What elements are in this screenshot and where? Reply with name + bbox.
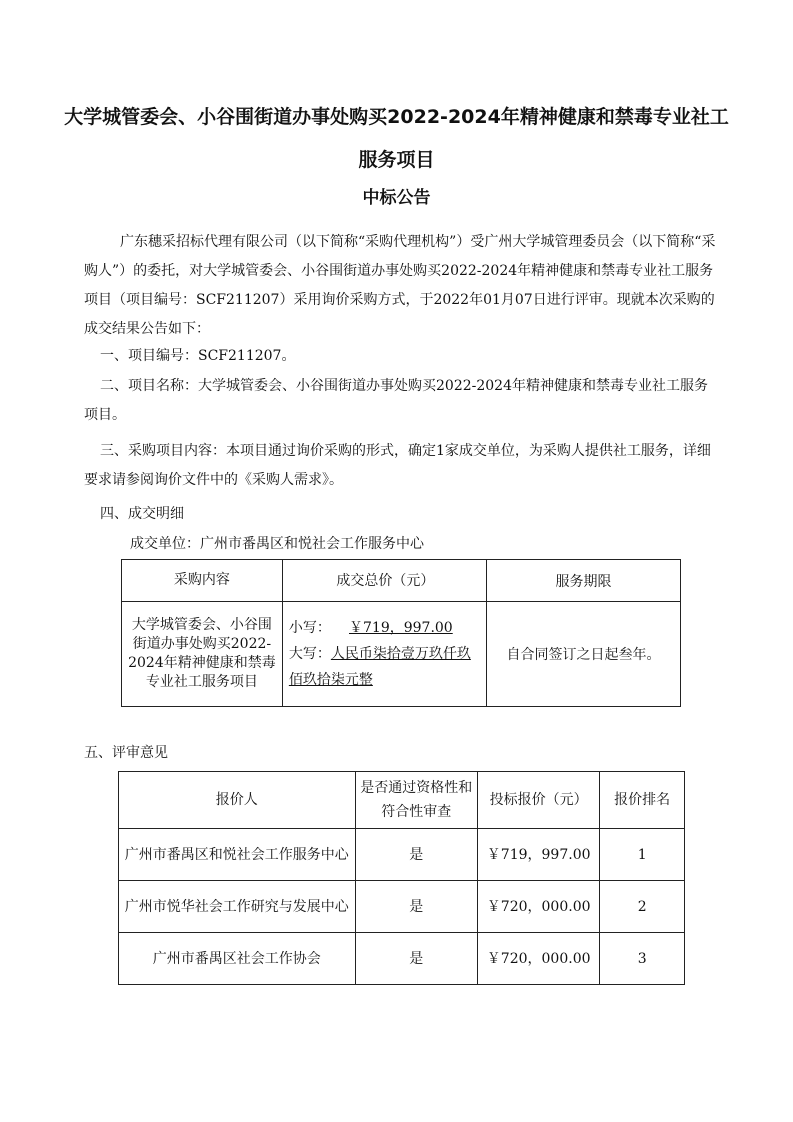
header-cell: 投标报价（元）: [477, 772, 599, 829]
deal-table: [121, 559, 681, 707]
price-cell: ￥719，997.00: [477, 829, 599, 881]
header-cell: 报价人: [119, 772, 356, 829]
table-row: [119, 881, 685, 933]
price-uppercase-label: 大写：: [288, 646, 331, 662]
section-project-name: 二、项目名称：大学城管委会、小谷围街道办事处购买2022-2024年精神健康和禁毒专业社工服务项目。: [84, 378, 708, 423]
price-lowercase-value: ￥719，997.00: [349, 620, 453, 636]
header-cell: 采购内容: [122, 560, 283, 602]
section-project-number: 一、项目编号：SCF211207。: [100, 348, 296, 364]
bidder-cell: 广州市番禺区社会工作协会: [119, 933, 356, 985]
rank-cell: 3: [600, 933, 685, 985]
passed-cell: 是: [355, 881, 477, 933]
section-deal-details: 四、成交明细: [100, 506, 184, 522]
deal-table-header-row: [122, 560, 681, 602]
price-cell: ￥720，000.00: [477, 881, 599, 933]
price-lowercase-label: 小写：: [288, 620, 331, 636]
rank-cell: 2: [600, 881, 685, 933]
header-cell: 服务期限: [486, 560, 680, 602]
deal-table-row: [122, 602, 681, 707]
procurement-content-cell: 大学城管委会、小谷围街道办事处购买2022-2024年精神健康和禁毒专业社工服务项目: [122, 602, 283, 707]
review-table-header-row: [119, 772, 685, 829]
bidder-cell: 广州市悦华社会工作研究与发展中心: [119, 881, 356, 933]
price-lowercase: [289, 615, 482, 641]
header-cell: 报价排名: [600, 772, 685, 829]
header-cell: 是否通过资格性和符合性审查: [355, 772, 477, 829]
section-review-opinion: 五、评审意见: [84, 745, 168, 761]
price-uppercase: [289, 641, 482, 693]
price-cell: ￥720，000.00: [477, 933, 599, 985]
section-project-content: 三、采购项目内容：本项目通过询价采购的形式，确定1家成交单位，为采购人提供社工服务，详细要求请参阅询价文件中的《采购人需求》。: [84, 443, 711, 488]
table-row: [119, 933, 685, 985]
price-uppercase-value: 人民币柒拾壹万玖仟玖佰玖拾柒元整: [288, 646, 471, 688]
winning-unit: 成交单位：广州市番禺区和悦社会工作服务中心: [130, 536, 424, 552]
table-row: [119, 829, 685, 881]
passed-cell: 是: [355, 933, 477, 985]
document-title: 大学城管委会、小谷围街道办事处购买2022-2024年精神健康和禁毒专业社工服务项目: [64, 106, 729, 171]
bidder-cell: 广州市番禺区和悦社会工作服务中心: [119, 829, 356, 881]
total-price-cell: [282, 602, 486, 707]
notice-type-heading: 中标公告: [362, 188, 431, 208]
review-table: [118, 771, 685, 985]
passed-cell: 是: [355, 829, 477, 881]
header-cell: 成交总价（元）: [282, 560, 486, 602]
intro-paragraph: 广东穗采招标代理有限公司（以下简称“采购代理机构”）受广州大学城管理委员会（以下简称“采购人”）的委托，对大学城管委会、小谷围街道办事处购买2022-2024年精神健康和禁毒专业社工服务项目（项目编号：SCF211207）采用询价采购方式，于2022年01月07日进行评审。现就本次采购的成交结果公告如下：: [84, 234, 716, 337]
service-period-cell: 自合同签订之日起叁年。: [486, 602, 680, 707]
rank-cell: 1: [600, 829, 685, 881]
